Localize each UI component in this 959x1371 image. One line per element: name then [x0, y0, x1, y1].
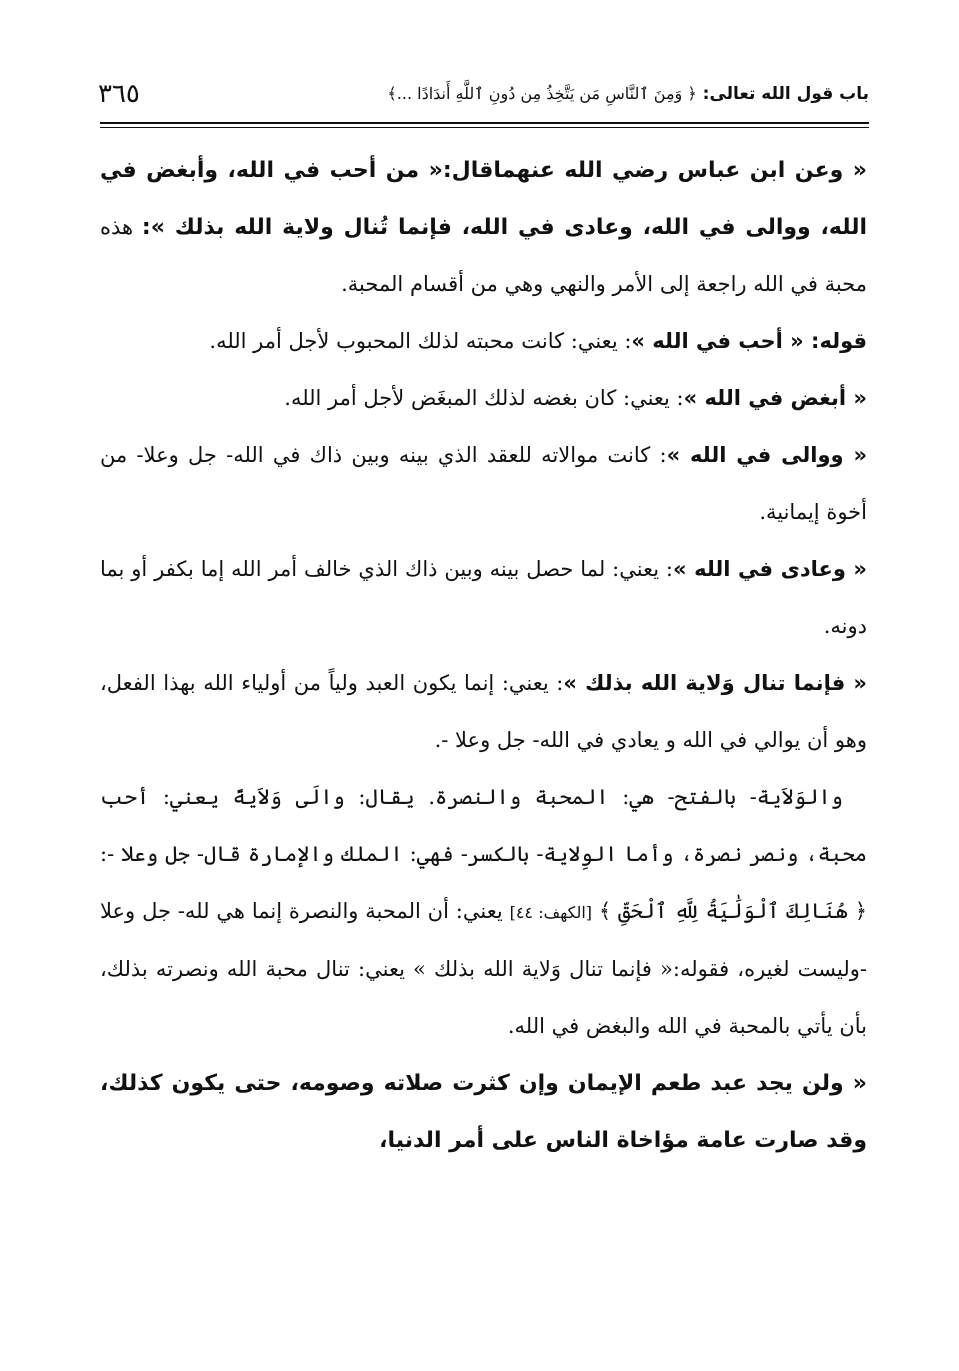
verse-reference: [الكهف: ٤٤]	[509, 903, 593, 922]
chapter-title-label: باب قول الله تعالى:	[702, 84, 869, 104]
commentary-7b: يعني: أن المحبة والنصرة إنما هي لله- جل وعلا -وليست لغيره، فقوله:« فإنما تنال وَلاية الله بذلك » يعني: تنال محبة الله ونصرته بذلك، بأن يأتي بالمحبة في الله والبغض في الله.	[100, 899, 867, 1038]
paragraph-2	[100, 313, 867, 370]
chapter-title-verse: ﴿ وَمِنَ ٱلنَّاسِ مَن يَتَّخِذُ مِن دُونِ ٱللَّهِ أَندَادًا ...﴾	[387, 84, 697, 103]
commentary-1: هذه محبة في الله راجعة إلى الأمر والنهي وهي من أقسام المحبة.	[100, 215, 867, 296]
commentary-2: : يعني: كانت محبته لذلك المحبوب لأجل أمر الله.	[209, 329, 632, 353]
page-body	[100, 142, 867, 1169]
page-number: ٣٦٥	[98, 79, 140, 109]
paragraph-7	[100, 769, 867, 1055]
hadith-text-1: « وعن ابن عباس رضي الله عنهماقال:« من أحب في الله، وأبغض في الله، ووالى في الله، وعادى في الله، فإنما تُنال ولاية الله بذلك »:	[100, 158, 867, 240]
term-enmity-for-allah: « وعادى في الله »	[673, 557, 867, 581]
term-walayah: « فإنما تنال وَلاية الله بذلك »	[563, 671, 867, 695]
quran-verse: ﴿ هُنَالِكَ ٱلْوَلَٰيَةُ لِلَّهِ ٱلْحَقِّ ﴾	[598, 899, 867, 923]
commentary-6: : يعني: إنما يكون العبد ولياً من أولياء الله بهذا الفعل، وهو أن يوالي في الله و يعادي في الله- جل وعلا -.	[100, 671, 867, 752]
term-ally-for-allah: « ووالى في الله »	[666, 443, 868, 467]
term-hate-for-allah: « أبغض في الله »	[683, 386, 867, 410]
commentary-7: والوَلاَية- بالفتح- هي: المحبة والنصرة. يقال: والَى وَلاَيةً يعني: أحب محبة، ونصر نصرة، وأما الوِلاية- بالكسر- فهي: الملك والإمارة قال- جل وعلا -:	[100, 785, 867, 866]
commentary-5: : يعني: لما حصل بينه وبين ذاك الذي خالف أمر الله إما بكفر أو بما دونه.	[100, 557, 867, 638]
paragraph-4	[100, 427, 867, 541]
commentary-4: : كانت موالاته للعقد الذي بينه وبين ذاك في الله- جل وعلا- من أخوة إيمانية.	[100, 443, 867, 524]
chapter-title	[387, 84, 869, 104]
commentary-3: : يعني: كان بغضه لذلك المبغَض لأجل أمر الله.	[284, 386, 684, 410]
paragraph-5	[100, 541, 867, 655]
header-rule	[100, 122, 869, 124]
hadith-text-2: « ولن يجد عبد طعم الإيمان وإن كثرت صلاته وصومه، حتى يكون كذلك، وقد صارت عامة مؤاخاة الناس على أمر الدنيا،	[100, 1071, 867, 1153]
paragraph-6	[100, 655, 867, 769]
term-love-for-allah: قوله: « أحب في الله »	[631, 329, 867, 353]
header-rule-thin	[100, 127, 869, 128]
paragraph-1	[100, 142, 867, 313]
paragraph-8	[100, 1055, 867, 1169]
running-header	[98, 72, 869, 116]
paragraph-3	[100, 370, 867, 427]
